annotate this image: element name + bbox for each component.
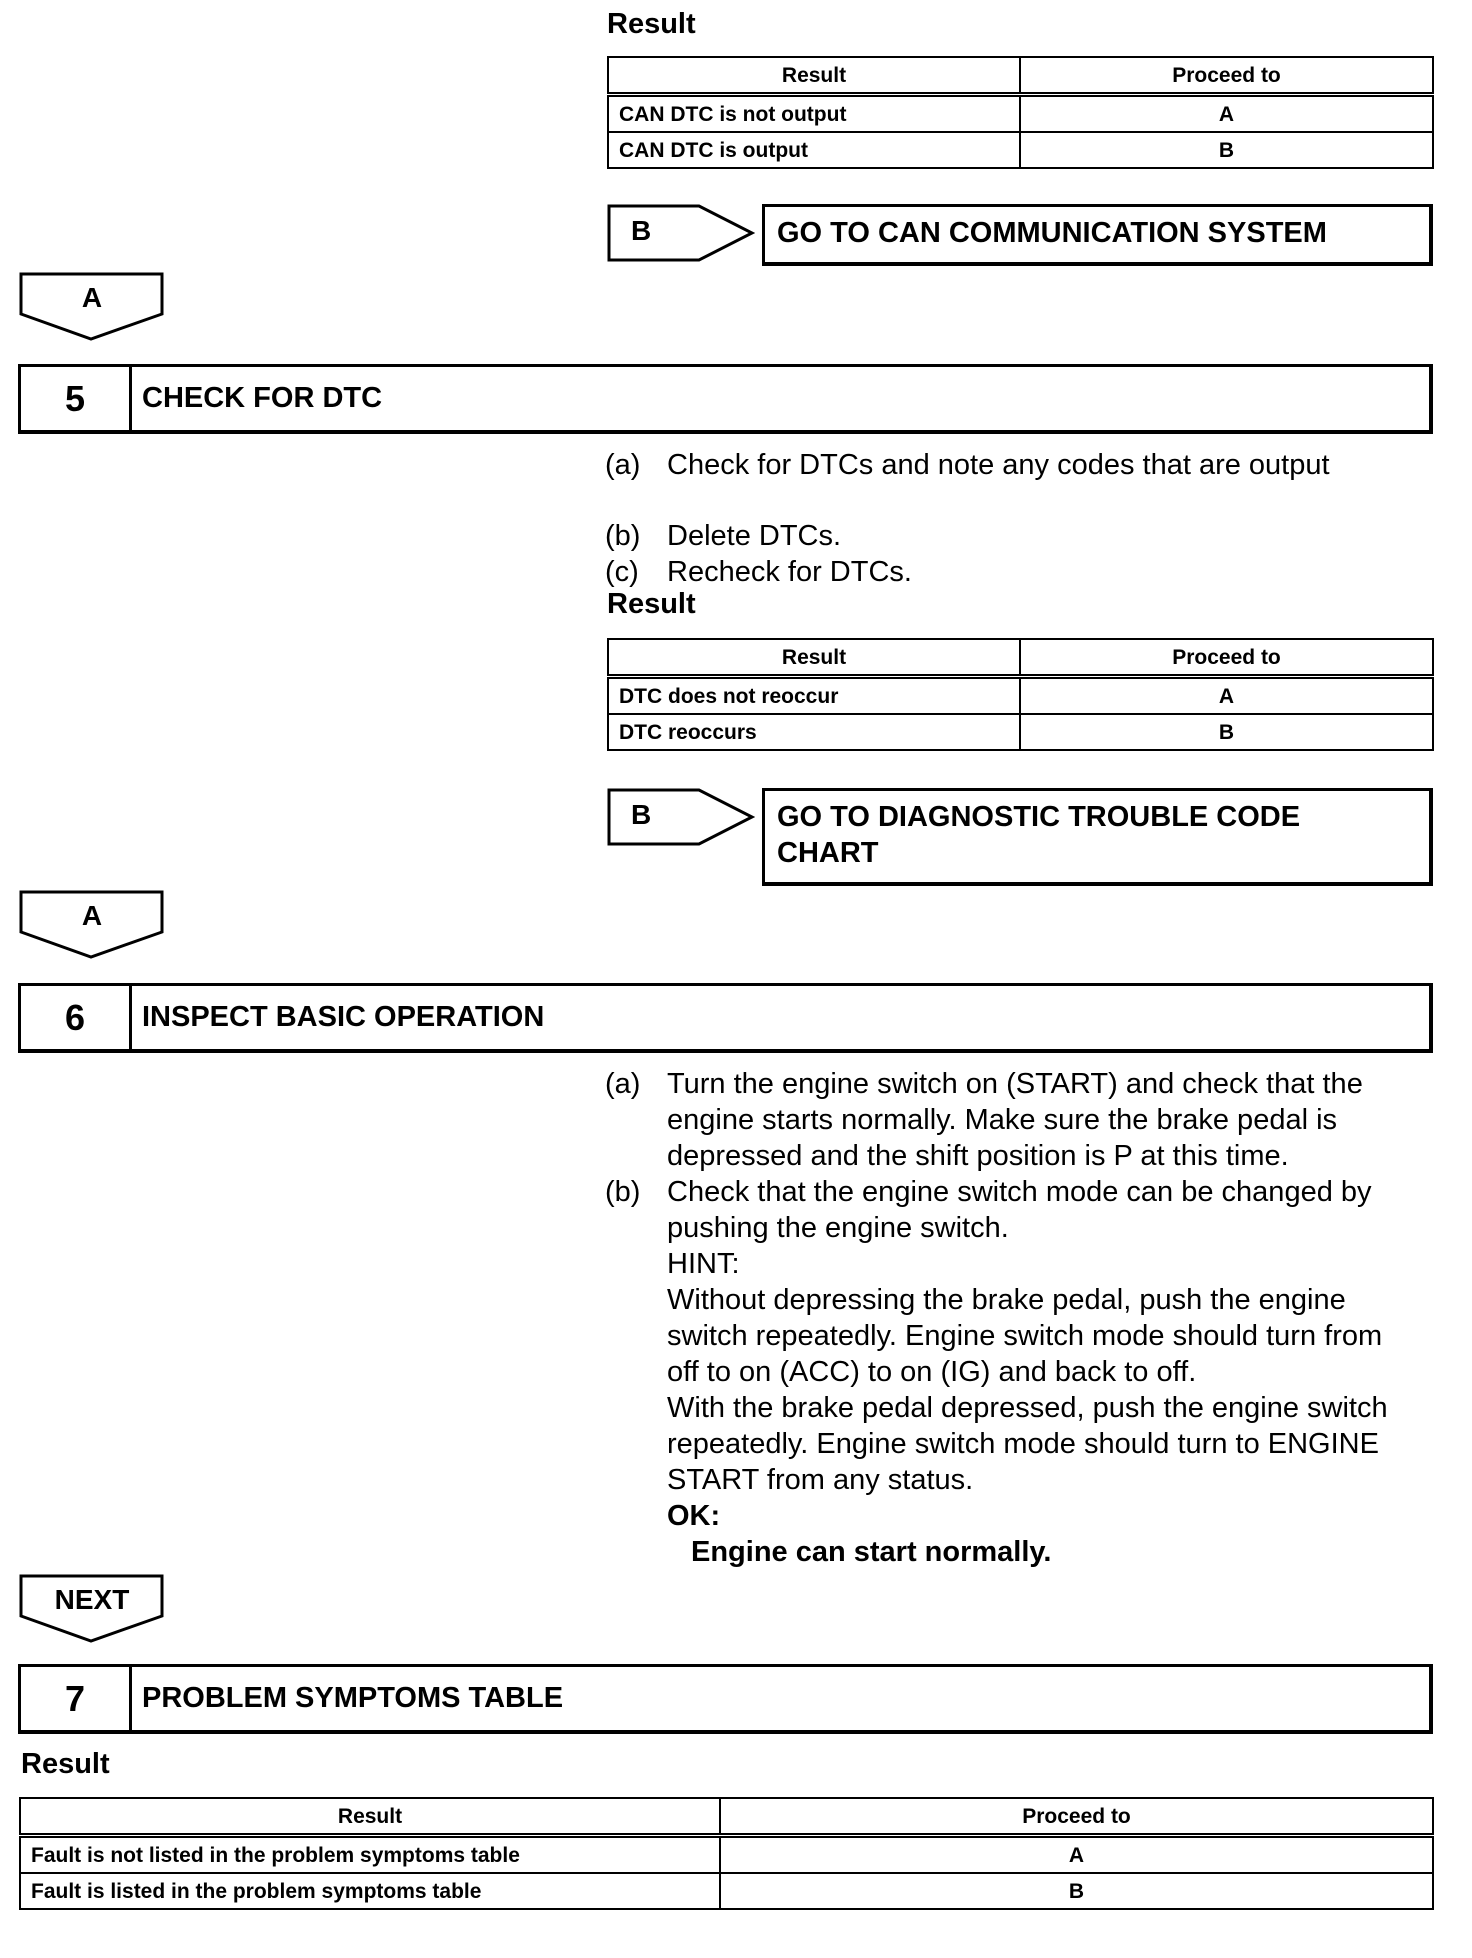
item-text-line: Check that the engine switch mode can be changed by	[667, 1176, 1372, 1208]
goto-arrow-icon	[607, 204, 755, 262]
arrow-label: A	[81, 900, 103, 931]
item-label: (a)	[605, 1068, 641, 1100]
goto-letter: B	[631, 799, 652, 830]
arrow-label: A	[81, 282, 103, 313]
step-title: CHECK FOR DTC	[142, 382, 383, 414]
table-header-row	[20, 1798, 1433, 1836]
table-cell: A	[720, 1836, 1433, 1874]
goto-tag	[607, 788, 755, 846]
table-cell: A	[1020, 95, 1433, 133]
table-row	[608, 95, 1433, 133]
hint-line: Without depressing the brake pedal, push the engine	[667, 1284, 1346, 1316]
item-label: (b)	[605, 520, 641, 552]
result-heading: Result	[607, 588, 696, 620]
step-7-header	[18, 1664, 1433, 1734]
table-cell: DTC reoccurs	[608, 714, 1020, 750]
result-table	[607, 56, 1434, 169]
item-label: (b)	[605, 1176, 641, 1208]
item-text-line: Turn the engine switch on (START) and check that the	[667, 1068, 1363, 1100]
result-table	[607, 638, 1434, 751]
step-title: INSPECT BASIC OPERATION	[142, 1001, 545, 1033]
step-5-header	[18, 364, 1433, 434]
goto-arrow-icon	[607, 788, 755, 846]
step-number: 6	[21, 986, 132, 1049]
goto-dtc-chart-box[interactable]	[762, 788, 1433, 886]
goto-can-communication-box[interactable]	[762, 204, 1433, 266]
next-arrow[interactable]	[19, 1574, 165, 1644]
table-header-cell: Proceed to	[1020, 639, 1433, 677]
hint-line: switch repeatedly. Engine switch mode should turn from	[667, 1320, 1383, 1352]
result-table	[19, 1797, 1434, 1910]
table-header-cell: Proceed to	[1020, 57, 1433, 95]
goto-text-line: CHART	[777, 837, 879, 869]
table-header-cell: Result	[20, 1798, 720, 1836]
step-number: 5	[21, 367, 132, 430]
step-5-item-c	[605, 554, 1435, 590]
result-heading: Result	[21, 1748, 110, 1780]
goto-tag	[607, 204, 755, 262]
proceed-a-arrow[interactable]	[19, 272, 165, 342]
table-header-row	[608, 57, 1433, 95]
table-row	[20, 1873, 1433, 1909]
table-row	[608, 677, 1433, 715]
goto-letter: B	[631, 215, 652, 246]
table-header-cell: Proceed to	[720, 1798, 1433, 1836]
table-header-cell: Result	[608, 57, 1020, 95]
item-text: Delete DTCs.	[667, 520, 842, 552]
item-text-line: pushing the engine switch.	[667, 1212, 1009, 1244]
result-heading: Result	[607, 8, 696, 40]
step-5-item-a	[605, 447, 1435, 483]
step-6-header	[18, 983, 1433, 1053]
table-row	[608, 132, 1433, 168]
table-cell: B	[720, 1873, 1433, 1909]
table-cell: CAN DTC is not output	[608, 95, 1020, 133]
table-header-row	[608, 639, 1433, 677]
hint-line: off to on (ACC) to on (IG) and back to off.	[667, 1356, 1197, 1388]
table-cell: DTC does not reoccur	[608, 677, 1020, 715]
proceed-a-arrow[interactable]	[19, 890, 165, 960]
step-5-item-b	[605, 518, 1435, 554]
table-header-cell: Result	[608, 639, 1020, 677]
step-number: 7	[21, 1667, 132, 1730]
hint-line: START from any status.	[667, 1464, 974, 1496]
table-cell: B	[1020, 132, 1433, 168]
table-cell: CAN DTC is output	[608, 132, 1020, 168]
table-cell: Fault is not listed in the problem symptoms table	[20, 1836, 720, 1874]
step-title: PROBLEM SYMPTOMS TABLE	[142, 1682, 564, 1714]
item-label: (a)	[605, 449, 641, 481]
item-text-line: depressed and the shift position is P at this time.	[667, 1140, 1289, 1172]
goto-text: GO TO CAN COMMUNICATION SYSTEM	[777, 217, 1327, 249]
item-label: (c)	[605, 556, 639, 588]
table-row	[20, 1836, 1433, 1874]
goto-text-line: GO TO DIAGNOSTIC TROUBLE CODE	[777, 801, 1301, 833]
item-text: Recheck for DTCs.	[667, 556, 912, 588]
table-cell: A	[1020, 677, 1433, 715]
table-cell: B	[1020, 714, 1433, 750]
hint-label: HINT:	[667, 1248, 740, 1280]
step-6-item-b	[605, 1174, 1435, 1570]
table-row	[608, 714, 1433, 750]
hint-line: repeatedly. Engine switch mode should turn to ENGINE	[667, 1428, 1379, 1460]
step-6-item-a	[605, 1066, 1435, 1174]
ok-text: Engine can start normally.	[691, 1536, 1052, 1568]
ok-label: OK:	[667, 1500, 721, 1532]
item-text-line: engine starts normally. Make sure the brake pedal is	[667, 1104, 1338, 1136]
arrow-label: NEXT	[54, 1584, 130, 1615]
hint-line: With the brake pedal depressed, push the engine switch	[667, 1392, 1388, 1424]
table-cell: Fault is listed in the problem symptoms table	[20, 1873, 720, 1909]
item-text: Check for DTCs and note any codes that are output	[667, 449, 1330, 481]
